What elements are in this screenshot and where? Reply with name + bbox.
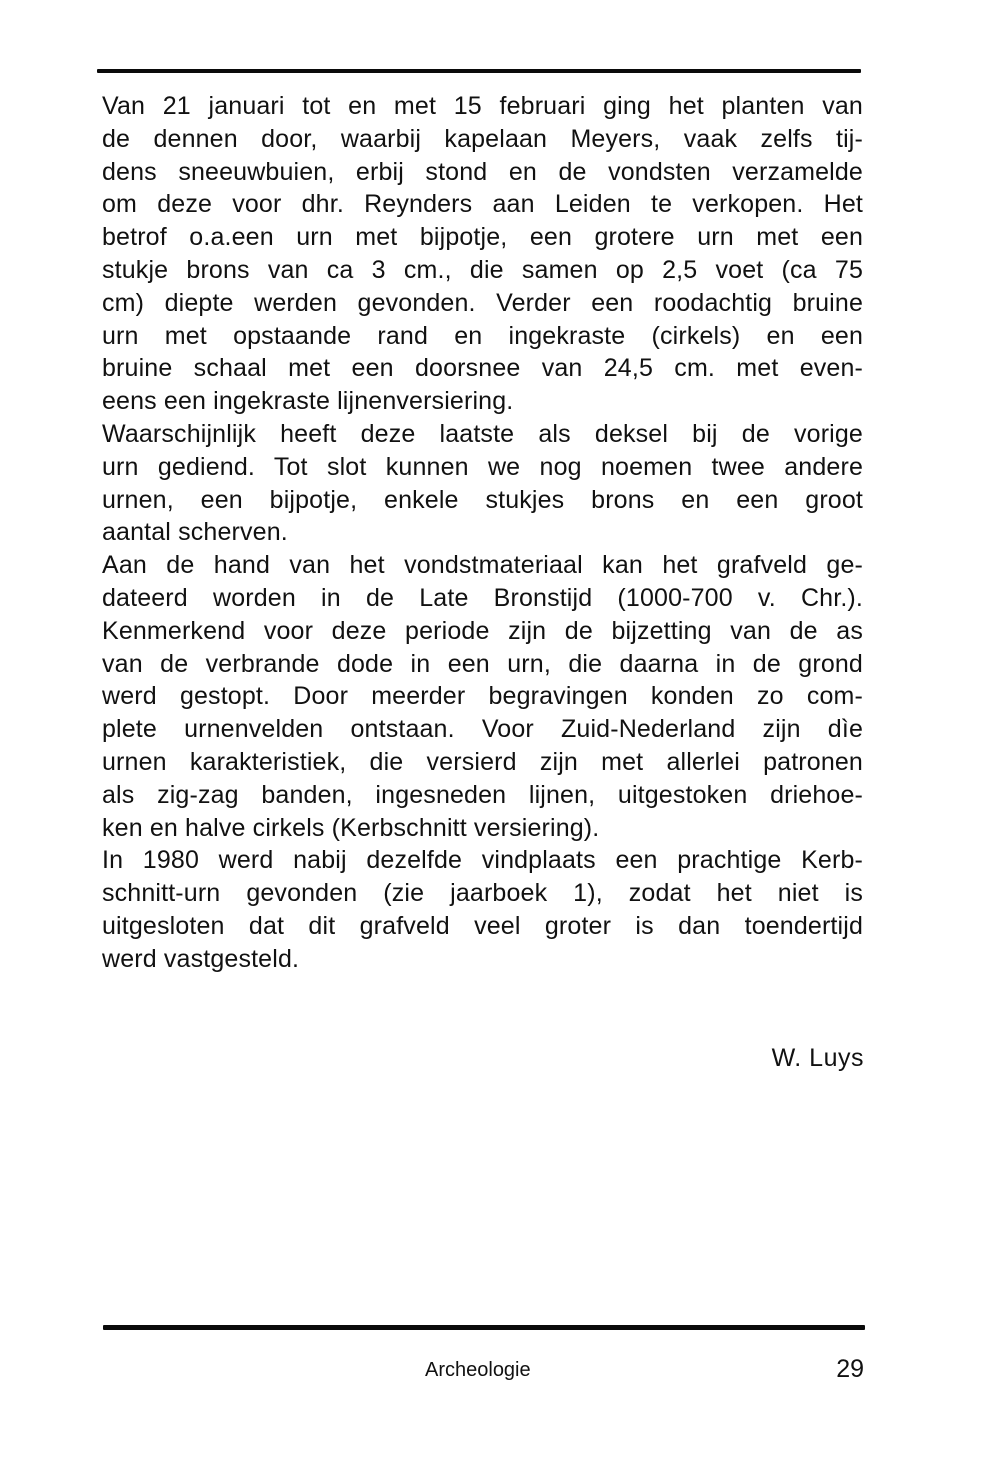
article-body xyxy=(102,90,863,976)
text-line: plete urnenvelden ontstaan. Voor Zuid-Nederland zijn dìe xyxy=(102,715,863,744)
text-line: cm) diepte werden gevonden. Verder een roodachtig bruine xyxy=(102,288,863,317)
text-line: In 1980 werd nabij dezelfde vindplaats een prachtige Kerb- xyxy=(102,846,863,875)
text-line: werd gestopt. Door meerder begravingen konden zo com- xyxy=(102,682,863,711)
text-line: urn gediend. Tot slot kunnen we nog noemen twee andere xyxy=(102,452,863,481)
text-line: ken en halve cirkels (Kerbschnitt versiering). xyxy=(102,813,600,842)
text-line: bruine schaal met een doorsnee van 24,5 cm. met even- xyxy=(102,354,863,383)
top-rule xyxy=(97,69,861,73)
text-line: stukje brons van ca 3 cm., die samen op 2,5 voet (ca 75 xyxy=(102,255,863,284)
text-line: eens een ingekraste lijnenversiering. xyxy=(102,387,514,416)
text-line: als zig-zag banden, ingesneden lijnen, uitgestoken driehoe- xyxy=(102,780,863,809)
footer-section-title: Archeologie xyxy=(425,1359,531,1381)
text-line: Waarschijnlijk heeft deze laatste als deksel bij de vorige xyxy=(102,419,863,448)
text-line: van de verbrande dode in een urn, die daarna in de grond xyxy=(102,649,863,678)
text-line: urnen karakteristiek, die versierd zijn met allerlei patronen xyxy=(102,747,863,776)
text-line: Kenmerkend voor deze periode zijn de bijzetting van de as xyxy=(102,616,863,645)
text-line: Van 21 januari tot en met 15 februari ging het planten van xyxy=(102,92,863,120)
text-line: de dennen door, waarbij kapelaan Meyers, vaak zelfs tij- xyxy=(102,124,863,153)
text-line: Aan de hand van het vondstmateriaal kan het grafveld ge- xyxy=(102,551,863,580)
author-signature: W. Luys xyxy=(771,1044,864,1072)
text-line: urnen, een bijpotje, enkele stukjes brons en een groot xyxy=(102,485,863,514)
text-line: dens sneeuwbuien, erbij stond en de vondsten verzamelde xyxy=(102,157,863,186)
bottom-rule xyxy=(103,1325,865,1330)
text-line: urn met opstaande rand en ingekraste (cirkels) en een xyxy=(102,321,863,350)
text-line: dateerd worden in de Late Bronstijd (1000-700 v. Chr.). xyxy=(102,583,863,612)
page-number: 29 xyxy=(836,1355,864,1383)
text-line: schnitt-urn gevonden (zie jaarboek 1), zodat het niet is xyxy=(102,879,863,908)
text-line: aantal scherven. xyxy=(102,518,288,547)
text-line: werd vastgesteld. xyxy=(102,944,300,973)
text-line: uitgesloten dat dit grafveld veel groter is dan toendertijd xyxy=(102,911,863,940)
text-line: om deze voor dhr. Reynders aan Leiden te verkopen. Het xyxy=(102,190,863,219)
text-line: betrof o.a.een urn met bijpotje, een grotere urn met een xyxy=(102,223,863,252)
